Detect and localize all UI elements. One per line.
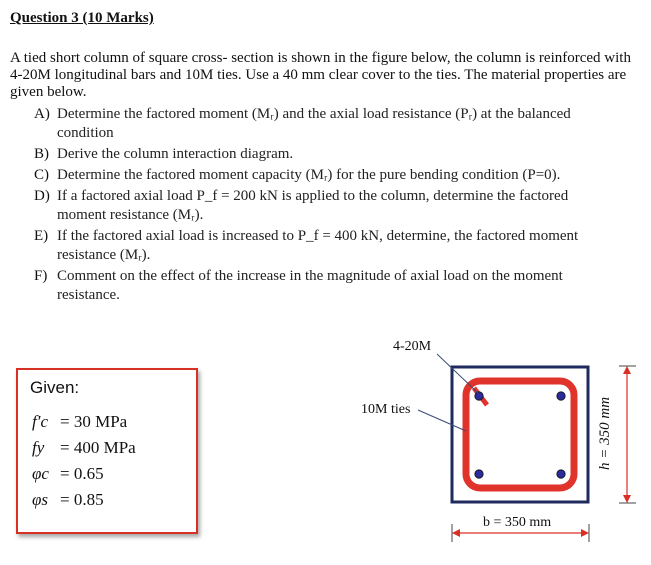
given-value: = 400 MPa xyxy=(60,438,136,457)
part-text: Comment on the effect of the increase in the magnitude of axial load on the moment resistance. xyxy=(57,268,563,303)
part-f xyxy=(34,267,614,305)
given-value: = 30 MPa xyxy=(60,412,128,431)
rebar xyxy=(475,392,483,400)
height-arrow-top xyxy=(623,366,631,374)
part-text: Derive the column interaction diagram. xyxy=(57,146,294,162)
part-letter: D) xyxy=(34,188,50,204)
given-value: = 0.65 xyxy=(60,464,104,483)
column-outline xyxy=(452,367,588,502)
part-letter: C) xyxy=(34,167,49,183)
question-parts xyxy=(34,105,614,307)
part-text: Determine the factored moment capacity (Mᵣ) for the pure bending condition (P=0). xyxy=(57,167,561,183)
width-arrow-right xyxy=(581,529,589,537)
height-arrow-bottom xyxy=(623,495,631,503)
bars-label: 4-20M xyxy=(393,339,432,354)
given-fc xyxy=(32,412,127,432)
tie-stirrup xyxy=(466,381,574,488)
part-text: Determine the factored moment (Mᵣ) and the axial load resistance (Pᵣ) at the balanced condition xyxy=(57,106,571,141)
part-letter: A) xyxy=(34,106,50,122)
part-e xyxy=(34,227,614,265)
given-symbol: fy xyxy=(32,438,45,457)
given-phi-c xyxy=(32,464,104,484)
given-value: = 0.85 xyxy=(60,490,104,509)
rebar xyxy=(557,470,565,478)
ties-label: 10M ties xyxy=(361,402,411,417)
given-symbol: φc xyxy=(32,464,49,483)
given-symbol: φs xyxy=(32,490,49,509)
rebar xyxy=(557,392,565,400)
part-text: If the factored axial load is increased to P_f = 400 kN, determine, the factored moment resistance (Mᵣ). xyxy=(57,228,579,263)
part-letter: B) xyxy=(34,146,49,162)
width-arrow-left xyxy=(452,529,460,537)
part-letter: F) xyxy=(34,268,48,284)
given-fy xyxy=(32,438,136,458)
part-b xyxy=(34,145,614,164)
bars-leader xyxy=(437,354,478,393)
height-label: h = 350 mm xyxy=(597,396,613,470)
given-title: Given: xyxy=(30,378,80,397)
part-a xyxy=(34,105,614,143)
part-d xyxy=(34,187,614,225)
width-label: b = 350 mm xyxy=(483,515,552,530)
question-intro: A tied short column of square cross- section is shown in the figure below, the column is reinforced with 4-20M longitudinal bars and 10M ties. Use a 40 mm clear cover to the ties. The material properties are given below. xyxy=(10,50,631,100)
ties-leader xyxy=(418,410,466,431)
tie-hook xyxy=(474,388,487,405)
given-symbol: f′c xyxy=(32,412,48,431)
given-box xyxy=(16,368,198,534)
part-text: If a factored axial load P_f = 200 kN is applied to the column, determine the factored moment resistance (Mᵣ). xyxy=(57,188,569,223)
part-c xyxy=(34,166,614,185)
rebar xyxy=(475,470,483,478)
part-letter: E) xyxy=(34,228,49,244)
given-phi-s xyxy=(32,490,104,510)
question-title: Question 3 (10 Marks) xyxy=(10,10,154,26)
